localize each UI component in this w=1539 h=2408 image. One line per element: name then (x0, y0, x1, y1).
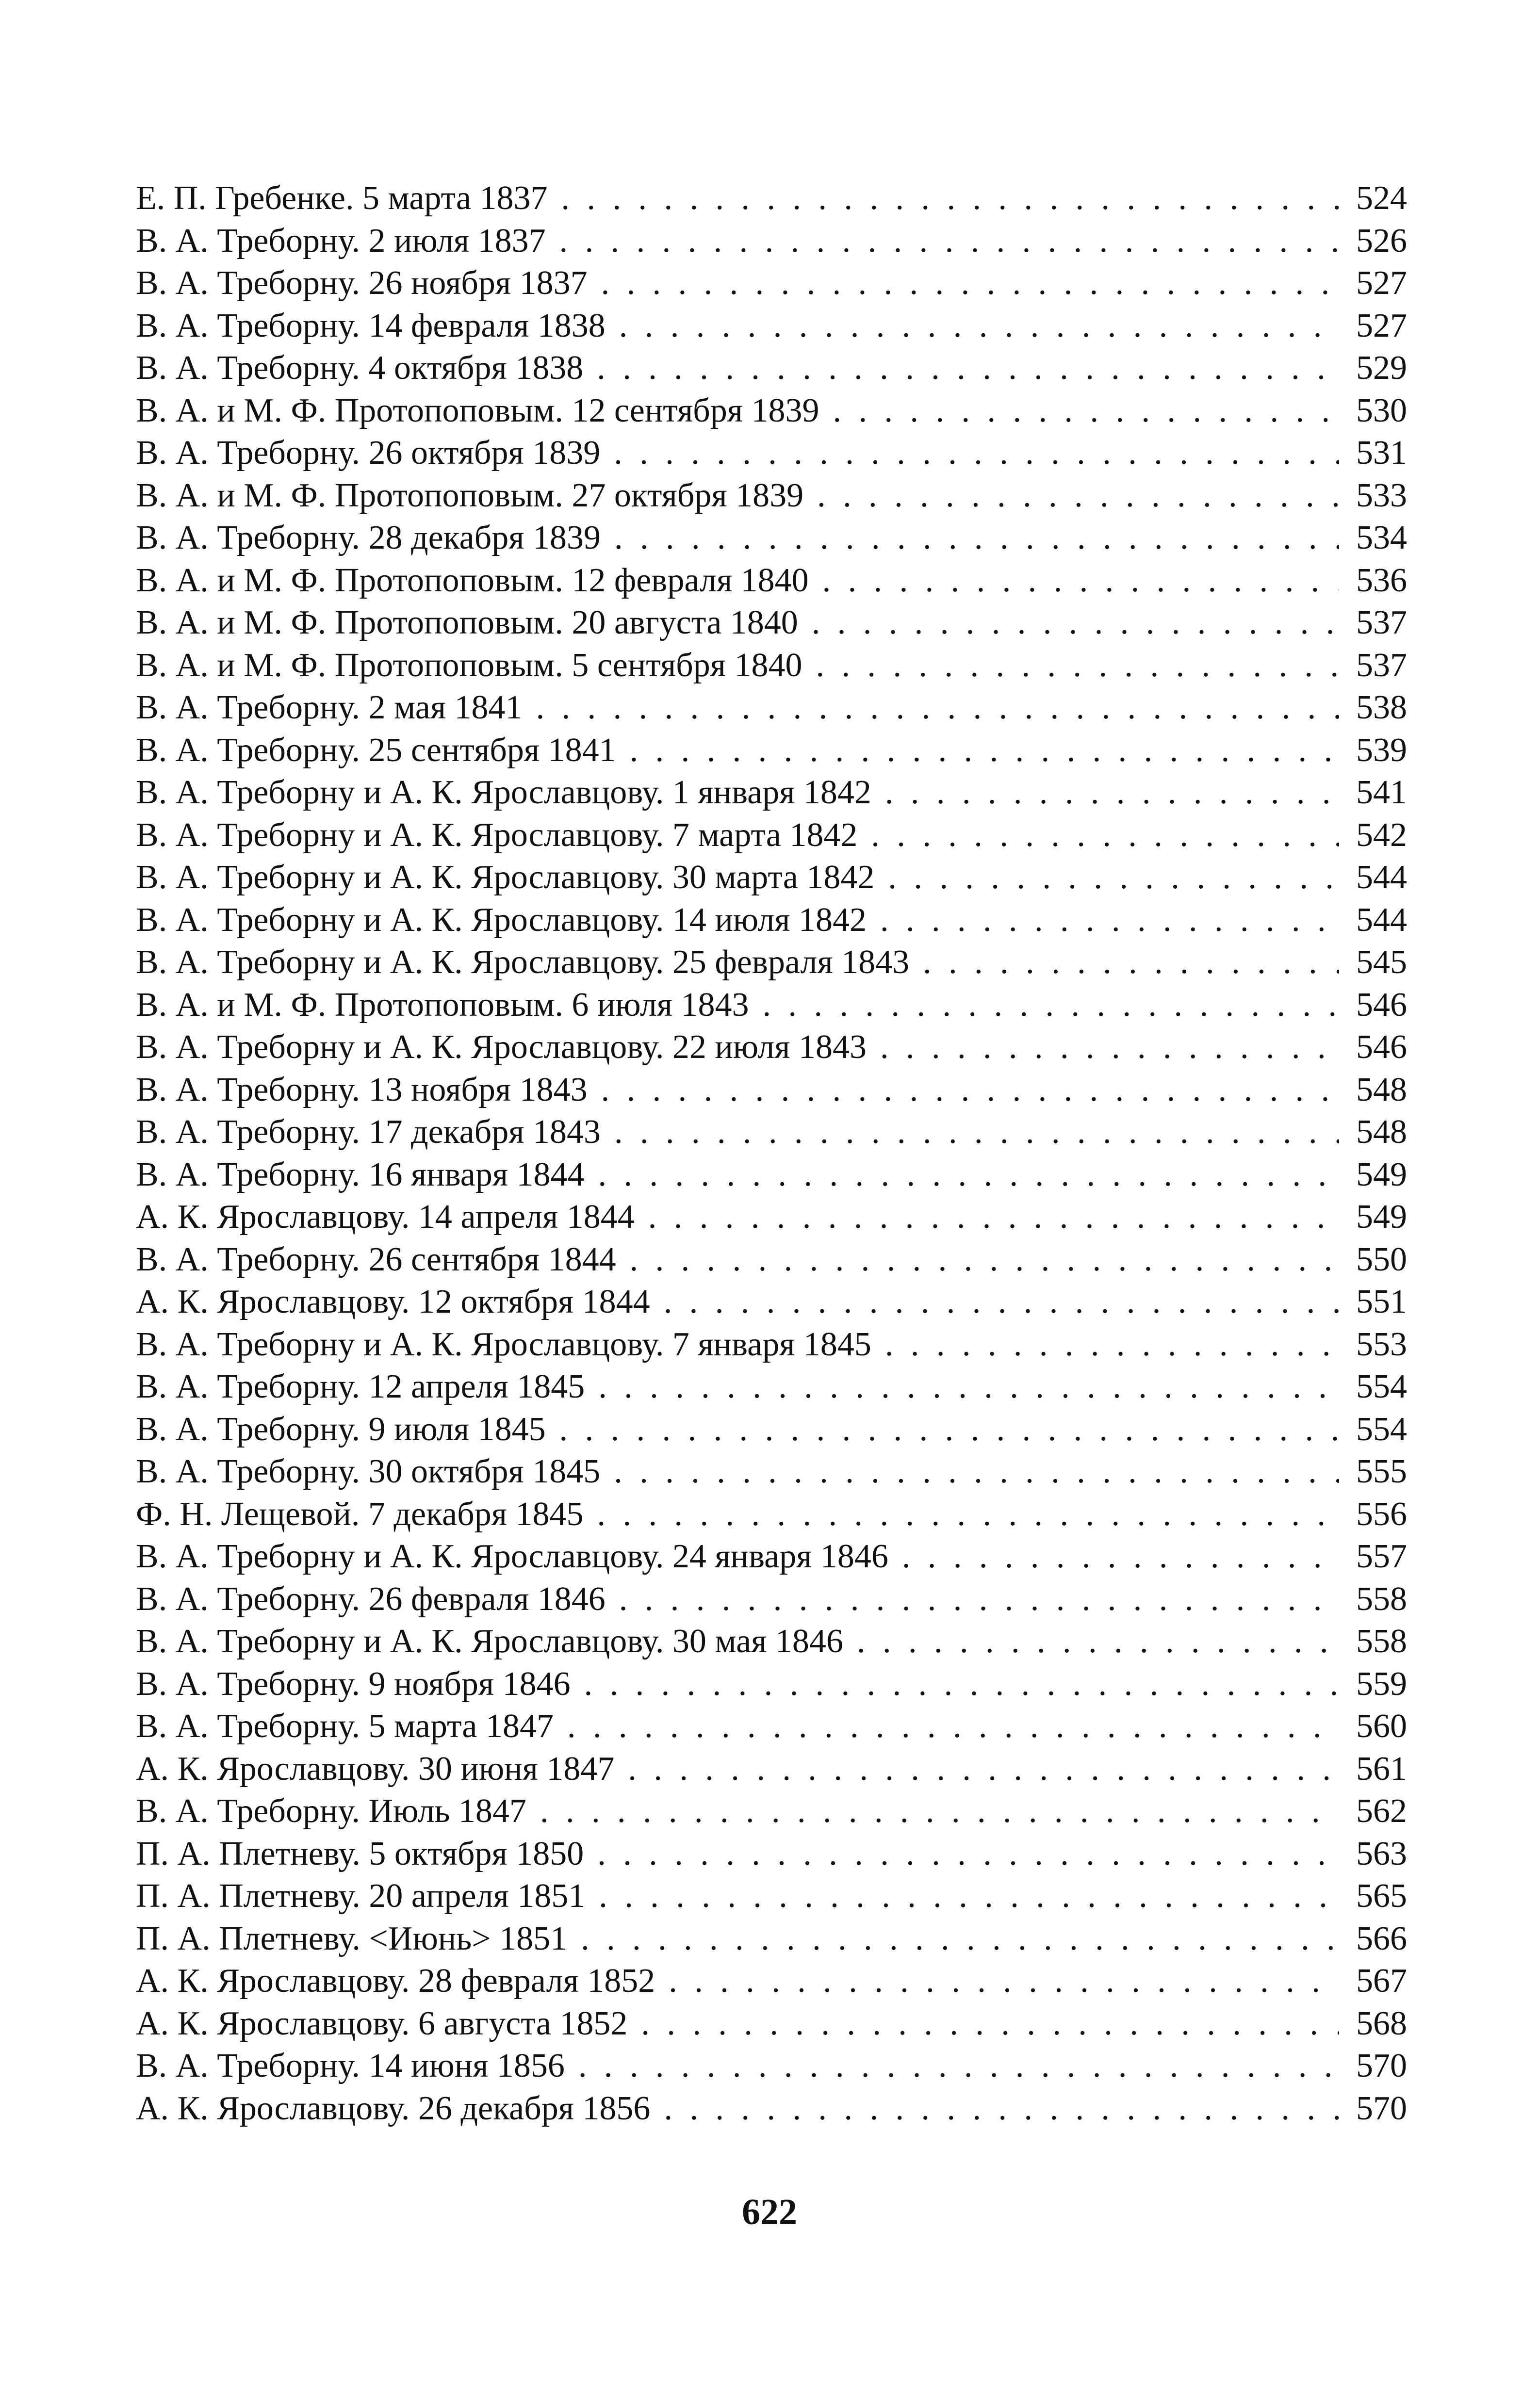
toc-entry-page: 549 (1356, 1155, 1407, 1193)
toc-entry-title: А. К. Ярославцову. 30 июня 1847 (136, 1750, 615, 1788)
toc-entry-title: В. А. Треборну. 2 мая 1841 (136, 689, 523, 726)
toc-entry (136, 814, 1407, 857)
toc-entry-page: 549 (1356, 1198, 1407, 1236)
toc-entry-title: В. А. Треборну. 9 ноября 1846 (136, 1665, 571, 1703)
toc-entry-title: В. А. Треборну и А. К. Ярославцову. 22 июля 1843 (136, 1028, 867, 1066)
toc-entry-title: В. А. Треборну и А. К. Ярославцову. 7 марта 1842 (136, 816, 858, 854)
toc-entry (136, 899, 1407, 942)
toc-entry (136, 347, 1407, 390)
toc-entry-page: 538 (1356, 689, 1407, 726)
toc-entry-title: В. А. Треборну. 13 ноября 1843 (136, 1071, 588, 1108)
toc-entry-title: В. А. Треборну и А. К. Ярославцову. 30 марта 1842 (136, 859, 875, 896)
toc-entry-title: В. А. Треборну и А. К. Ярославцову. 7 января 1845 (136, 1325, 871, 1363)
toc-entry (136, 1833, 1407, 1875)
toc-entry-page: 545 (1356, 944, 1407, 981)
toc-entry-page: 537 (1356, 604, 1407, 641)
dot-leader (812, 602, 1339, 644)
dot-leader (559, 1408, 1339, 1451)
toc-entry-title: В. А. Треборну. 5 марта 1847 (136, 1708, 554, 1745)
toc-entry-page: 554 (1356, 1368, 1407, 1405)
toc-entry (136, 1154, 1407, 1196)
toc-entry (136, 644, 1407, 687)
toc-entry-page: 563 (1356, 1835, 1407, 1872)
toc-entry-title: В. А. Треборну. 26 февраля 1846 (136, 1580, 606, 1618)
toc-entry-title: В. А. Треборну. 17 декабря 1843 (136, 1113, 601, 1151)
toc-entry-page: 524 (1356, 179, 1407, 217)
toc-entry-page: 553 (1356, 1325, 1407, 1363)
toc-entry (136, 517, 1407, 559)
toc-entry (136, 432, 1407, 474)
toc-entry (136, 1238, 1407, 1281)
dot-leader (540, 1790, 1339, 1833)
toc-entry-page: 570 (1356, 2047, 1407, 2084)
toc-entry-page: 565 (1356, 1877, 1407, 1915)
toc-entry-page: 536 (1356, 561, 1407, 599)
toc-entry (136, 1196, 1407, 1238)
dot-leader (648, 1196, 1339, 1238)
toc-entry-page: 558 (1356, 1580, 1407, 1618)
dot-leader (664, 1281, 1339, 1323)
dot-leader (885, 771, 1339, 814)
toc-entry-page: 530 (1356, 391, 1407, 429)
toc-entry (136, 177, 1407, 220)
dot-leader (559, 220, 1339, 262)
toc-entry-page: 544 (1356, 901, 1407, 939)
toc-entry (136, 1535, 1407, 1578)
toc-entry (136, 984, 1407, 1026)
dot-leader (857, 1620, 1339, 1663)
toc-entry-page: 534 (1356, 519, 1407, 556)
toc-entry-page: 542 (1356, 816, 1407, 854)
toc-entry (136, 1705, 1407, 1748)
toc-entry-page: 527 (1356, 264, 1407, 302)
toc-entry (136, 1620, 1407, 1663)
dot-leader (598, 1366, 1339, 1408)
toc-entry-title: В. А. Треборну и А. К. Ярославцову. 24 января 1846 (136, 1538, 888, 1575)
toc-entry (136, 1663, 1407, 1706)
table-of-contents (136, 177, 1407, 2130)
toc-entry (136, 941, 1407, 984)
toc-entry-page: 541 (1356, 774, 1407, 811)
toc-entry-title: В. А. и М. Ф. Протопоповым. 5 сентября 1840 (136, 646, 802, 684)
toc-entry (136, 262, 1407, 305)
dot-leader (598, 1154, 1339, 1196)
toc-entry-title: В. А. Треборну. 26 октября 1839 (136, 434, 601, 472)
dot-leader (614, 1450, 1339, 1493)
toc-entry-page: 568 (1356, 2004, 1407, 2042)
dot-leader (880, 1026, 1339, 1069)
toc-entry-title: В. А. Треборну. 4 октября 1838 (136, 349, 584, 387)
toc-entry-page: 562 (1356, 1792, 1407, 1830)
dot-leader (628, 1748, 1339, 1790)
dot-leader (561, 177, 1339, 220)
toc-entry-title: В. А. Треборну. 16 января 1844 (136, 1155, 585, 1193)
toc-entry (136, 1790, 1407, 1833)
toc-entry-title: В. А. Треборну. 12 апреля 1845 (136, 1368, 585, 1405)
dot-leader (871, 814, 1339, 857)
dot-leader (833, 390, 1339, 432)
toc-entry-page: 558 (1356, 1623, 1407, 1660)
toc-entry (136, 305, 1407, 347)
toc-entry-title: В. А. Треборну. 25 сентября 1841 (136, 731, 616, 769)
dot-leader (880, 899, 1339, 942)
dot-leader (578, 2045, 1339, 2087)
toc-entry-page: 548 (1356, 1113, 1407, 1151)
toc-entry-title: П. А. Плетневу. <Июнь> 1851 (136, 1920, 568, 1957)
toc-entry-title: А. К. Ярославцову. 6 августа 1852 (136, 2004, 628, 2042)
toc-entry-title: В. А. и М. Ф. Протопоповым. 12 февраля 1840 (136, 561, 809, 599)
toc-entry-title: В. А. Треборну и А. К. Ярославцову. 1 января 1842 (136, 774, 871, 811)
dot-leader (630, 729, 1339, 772)
toc-entry-page: 550 (1356, 1240, 1407, 1278)
toc-entry-page: 529 (1356, 349, 1407, 387)
toc-entry-title: В. А. Треборну. 2 июля 1837 (136, 222, 546, 260)
toc-entry (136, 1493, 1407, 1536)
toc-entry (136, 771, 1407, 814)
toc-entry (136, 220, 1407, 262)
toc-entry (136, 1875, 1407, 1918)
dot-leader (567, 1705, 1339, 1748)
toc-entry-page: 533 (1356, 476, 1407, 514)
toc-entry-page: 567 (1356, 1962, 1407, 2000)
toc-entry-title: В. А. Треборну. 14 июня 1856 (136, 2047, 565, 2084)
toc-entry (136, 1281, 1407, 1323)
toc-entry (136, 1960, 1407, 2002)
toc-entry-page: 566 (1356, 1920, 1407, 1957)
toc-entry-title: А. К. Ярославцову. 28 февраля 1852 (136, 1962, 655, 2000)
toc-entry-page: 531 (1356, 434, 1407, 472)
toc-entry-page: 557 (1356, 1538, 1407, 1575)
toc-entry-title: А. К. Ярославцову. 26 декабря 1856 (136, 2089, 651, 2127)
dot-leader (885, 1323, 1339, 1366)
toc-entry-title: В. А. и М. Ф. Протопоповым. 20 августа 1840 (136, 604, 798, 641)
toc-entry-title: В. А. Треборну. 30 октября 1845 (136, 1453, 601, 1490)
dot-leader (597, 347, 1339, 390)
toc-entry (136, 1366, 1407, 1408)
toc-entry (136, 602, 1407, 644)
dot-leader (619, 1578, 1339, 1621)
dot-leader (614, 432, 1339, 474)
dot-leader (597, 1493, 1339, 1536)
toc-entry-title: В. А. Треборну. 9 июля 1845 (136, 1410, 546, 1448)
toc-entry (136, 559, 1407, 602)
toc-entry (136, 1748, 1407, 1790)
dot-leader (763, 984, 1340, 1026)
toc-entry (136, 729, 1407, 772)
dot-leader (822, 559, 1339, 602)
toc-entry-title: В. А. и М. Ф. Протопоповым. 6 июля 1843 (136, 986, 749, 1024)
toc-entry-page: 551 (1356, 1283, 1407, 1320)
toc-entry-title: А. К. Ярославцову. 12 октября 1844 (136, 1283, 650, 1320)
toc-entry-title: В. А. Треборну. 26 ноября 1837 (136, 264, 588, 302)
toc-entry (136, 1918, 1407, 1960)
dot-leader (664, 2087, 1339, 2130)
toc-entry-page: 526 (1356, 222, 1407, 260)
dot-leader (641, 2002, 1339, 2045)
toc-entry (136, 474, 1407, 517)
toc-entry-title: В. А. и М. Ф. Протопоповым. 27 октября 1839 (136, 476, 804, 514)
dot-leader (581, 1918, 1339, 1960)
toc-entry-page: 539 (1356, 731, 1407, 769)
dot-leader (614, 1111, 1339, 1154)
dot-leader (630, 1238, 1339, 1281)
toc-entry-page: 537 (1356, 646, 1407, 684)
toc-entry-page: 527 (1356, 307, 1407, 344)
dot-leader (599, 1875, 1339, 1918)
toc-entry-page: 561 (1356, 1750, 1407, 1788)
toc-entry-page: 554 (1356, 1410, 1407, 1448)
toc-entry-title: А. К. Ярославцову. 14 апреля 1844 (136, 1198, 635, 1236)
dot-leader (888, 856, 1339, 899)
toc-entry-title: В. А. Треборну. 28 декабря 1839 (136, 519, 601, 556)
toc-entry (136, 1069, 1407, 1111)
dot-leader (584, 1663, 1339, 1706)
toc-entry-title: П. А. Плетневу. 5 октября 1850 (136, 1835, 584, 1872)
dot-leader (601, 262, 1339, 305)
dot-leader (614, 517, 1339, 559)
dot-leader (923, 941, 1339, 984)
toc-entry-title: Е. П. Гребенке. 5 марта 1837 (136, 179, 548, 217)
toc-entry-title: В. А. Треборну и А. К. Ярославцову. 14 июля 1842 (136, 901, 867, 939)
toc-entry-page: 559 (1356, 1665, 1407, 1703)
dot-leader (902, 1535, 1339, 1578)
toc-entry-page: 548 (1356, 1071, 1407, 1108)
dot-leader (817, 474, 1339, 517)
toc-entry-title: Ф. Н. Лещевой. 7 декабря 1845 (136, 1495, 584, 1533)
toc-entry-page: 556 (1356, 1495, 1407, 1533)
toc-entry-title: В. А. Треборну и А. К. Ярославцову. 30 мая 1846 (136, 1623, 843, 1660)
dot-leader (619, 305, 1339, 347)
toc-entry (136, 1323, 1407, 1366)
toc-entry (136, 2087, 1407, 2130)
toc-entry-page: 546 (1356, 986, 1407, 1024)
toc-entry (136, 1111, 1407, 1154)
toc-entry-page: 570 (1356, 2089, 1407, 2127)
toc-entry-title: В. А. Треборну и А. К. Ярославцову. 25 февраля 1843 (136, 944, 910, 981)
toc-entry (136, 390, 1407, 432)
toc-entry (136, 1026, 1407, 1069)
toc-entry (136, 2002, 1407, 2045)
toc-entry-page: 544 (1356, 859, 1407, 896)
toc-entry-title: В. А. Треборну. 14 февраля 1838 (136, 307, 606, 344)
dot-leader (601, 1069, 1339, 1111)
toc-entry-title: В. А. Треборну. 26 сентября 1844 (136, 1240, 616, 1278)
toc-entry-title: В. А. и М. Ф. Протопоповым. 12 сентября 1839 (136, 391, 819, 429)
dot-leader (536, 686, 1339, 729)
toc-entry (136, 856, 1407, 899)
toc-entry (136, 1450, 1407, 1493)
dot-leader (669, 1960, 1339, 2002)
toc-entry-page: 546 (1356, 1028, 1407, 1066)
toc-entry (136, 686, 1407, 729)
toc-entry-title: П. А. Плетневу. 20 апреля 1851 (136, 1877, 586, 1915)
toc-entry (136, 1578, 1407, 1621)
page-number: 622 (742, 2192, 797, 2232)
toc-entry (136, 1408, 1407, 1451)
toc-entry (136, 2045, 1407, 2087)
dot-leader (597, 1833, 1339, 1875)
toc-entry-page: 555 (1356, 1453, 1407, 1490)
toc-entry-page: 560 (1356, 1708, 1407, 1745)
toc-entry-title: В. А. Треборну. Июль 1847 (136, 1792, 526, 1830)
dot-leader (816, 644, 1339, 687)
